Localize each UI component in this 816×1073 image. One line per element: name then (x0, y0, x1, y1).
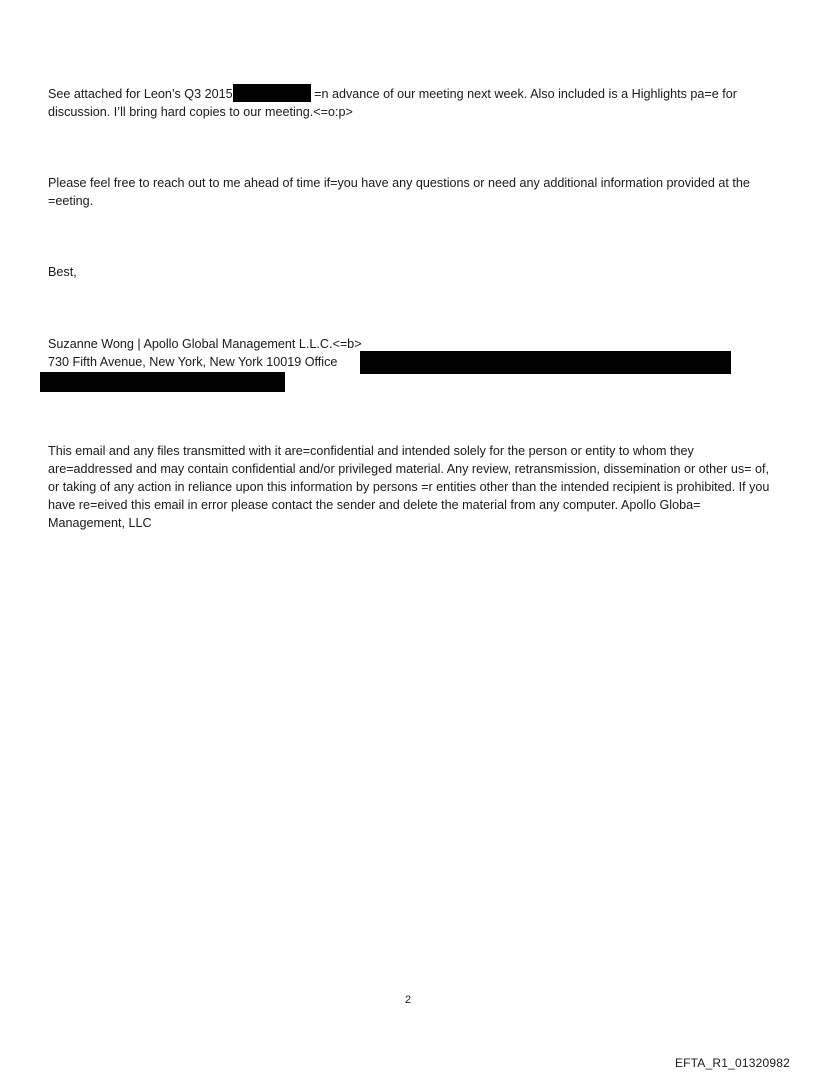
document-id: EFTA_R1_01320982 (674, 1056, 790, 1070)
redaction-bar (233, 84, 311, 102)
signature-address-text: 730 Fifth Avenue, New York, New York 10019 Office (48, 355, 338, 369)
email-paragraph-questions: Please feel free to reach out to me ahead of time if=you have any questions or need any additional information provided at the =eeting. (48, 176, 750, 208)
signature-name-line: Suzanne Wong | Apollo Global Management L.L.C.<=b> (48, 337, 362, 351)
email-paragraph-attachment (48, 84, 773, 121)
email-closing: Best, (48, 265, 77, 279)
paragraph1-text-end: =n advance of our meeting next week. Also included is a Highlights pa=e for discussion. I’ll bring hard copies to our meeting.<=o:p> (48, 87, 737, 119)
email-disclaimer: This email and any files transmitted with it are=confidential and intended solely for the person or entity to whom they are=addressed and may contain confidential and/or privileged material. Any review, retransmission, dissemination or other us= of, or taking of any action in reliance upon this information by persons =r entities other than the intended recipient is prohibited. If you have re=eived this email in error please contact the sender and delete the material from any computer. Apollo Globa= Management, LLC (48, 444, 770, 530)
page-number: 2 (404, 994, 412, 1006)
redaction-bar-contact (40, 372, 285, 392)
redaction-bar-office (360, 351, 731, 374)
paragraph1-text-start: See attached for Leon’s Q3 2015 (48, 87, 233, 101)
